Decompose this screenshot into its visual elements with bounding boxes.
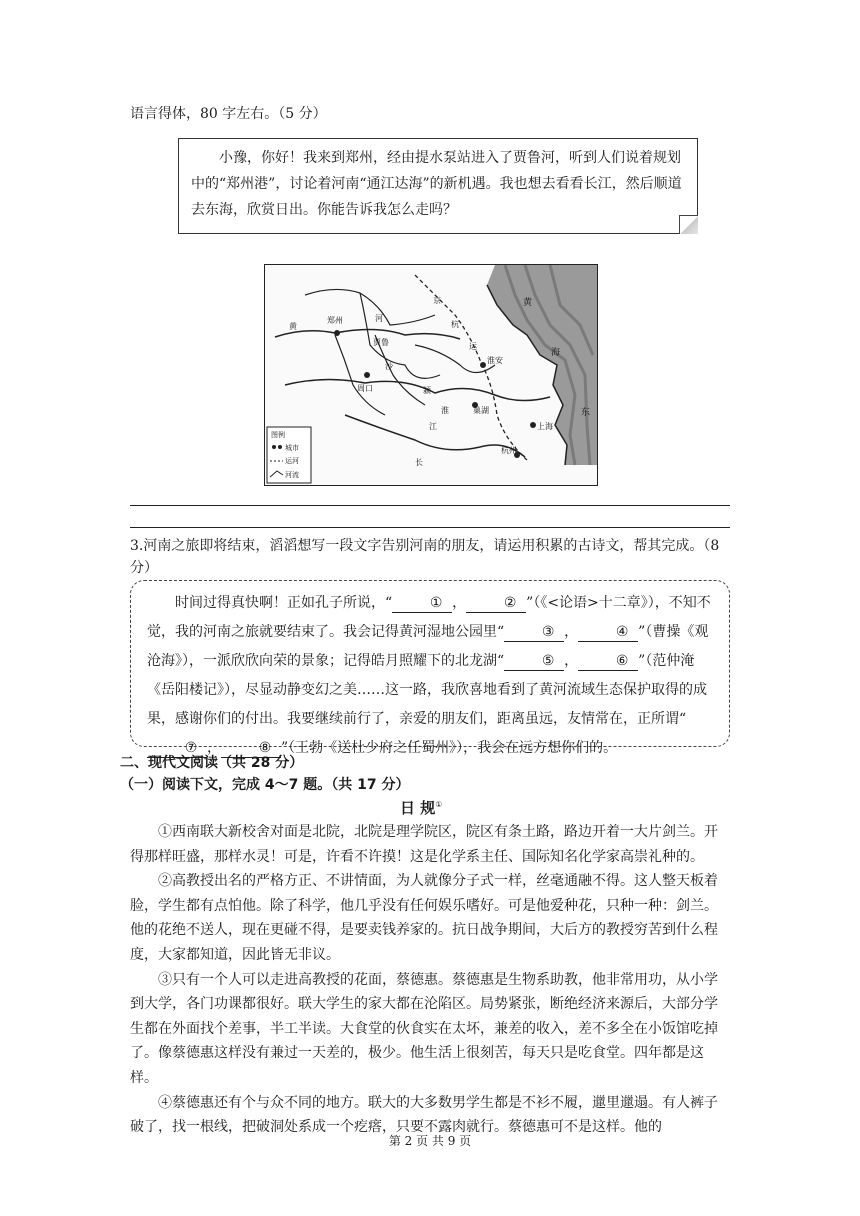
legend-river: 河流 — [285, 471, 299, 479]
section-2-heading: 二、现代文阅读（共 28 分） — [120, 755, 304, 771]
river-map — [264, 264, 598, 486]
map-label-hangzhou: 杭州 — [501, 446, 517, 455]
article-paragraph-3: ③只有一个人可以走进高教授的花面，蔡德惠。蔡德惠是生物系助教，他非常用功，从小学到大学，各门功课都很好。联大学生的家大都在沦陷区。局势紧张，断绝经济来源后，大部分学生都在外面找个差事，半工半读。大食堂的伙食实在太坏，兼差的收入，差不多全在小饭馆吃掉了。像蔡德惠这样没有兼过一天差的，极少。他生活上很刻苦，每天只是吃食堂。四年都是这样。 — [130, 971, 718, 1086]
map-label-hai: 海 — [551, 348, 561, 358]
map-label-shanghai: 上海 — [537, 422, 553, 431]
blank-5[interactable]: ⑤ — [504, 652, 564, 671]
map-label-ying: 颍 — [423, 386, 431, 395]
article-paragraph-4: ④蔡德惠还有个与众不同的地方。联大的大多数男学生都是不衫不履，邋里邋遢。有人裤子破了，找一根线，把破洞处系成一个疙瘩，只要不露肉就行。蔡德惠可不是这样。他的 — [130, 1094, 718, 1136]
map-label-huaian: 淮安 — [487, 356, 503, 365]
question-tail-text: 语言得体，80 字左右。（5 分） — [130, 106, 327, 122]
blank-3[interactable]: ③ — [504, 623, 564, 642]
legend-title: 图例 — [271, 431, 285, 439]
letter-box — [178, 138, 698, 234]
legend-city: 城市 — [285, 444, 299, 452]
map-label-huang: 黄 — [289, 322, 297, 331]
map-label-zhang: 长 — [415, 458, 423, 467]
map-label-huai: 淮 — [441, 406, 449, 415]
letter-text: 小豫，你好！我来到郑州，经由提水泵站进入了贾鲁河，听到人们说着规划中的“郑州港”，讨论着河南“通江达海”的新机遇。我也想去看看长江，然后顺道去东海，欣赏日出。你能告诉我怎么走吗？ — [191, 150, 682, 218]
blank-4[interactable]: ④ — [578, 623, 638, 642]
answer-line-2[interactable] — [130, 527, 730, 528]
map-label-jialu: 贾鲁 — [373, 338, 389, 347]
page-footer: 第 2 页 共 9 页 — [388, 1134, 472, 1148]
map-label-zhengzhou: 郑州 — [327, 316, 343, 325]
article-paragraph-1: ①西南联大新校舍对面是北院，北院是理学院区，院区有条土路，路边开着一大片剑兰。开得那样旺盛，那样水灵！可是，许看不许摸！这是化学系主任、国际知名化学家高崇礼种的。 — [130, 824, 718, 865]
blank-7[interactable]: ⑦ — [147, 739, 207, 758]
map-label-jing: 京 — [433, 296, 441, 305]
map-label-sha: 沙 — [385, 362, 393, 371]
map-label-chaohu: 巢湖 — [473, 406, 489, 415]
blank-8[interactable]: ⑧ — [221, 739, 281, 758]
subsection-1-heading: （一）阅读下文，完成 4～7 题。（共 17 分） — [120, 777, 410, 793]
article-body — [130, 820, 730, 1140]
article-title: 日 规① — [400, 799, 443, 817]
map-label-yun: 运 — [469, 342, 477, 351]
question-3-prompt: 3.河南之旅即将结束，滔滔想写一段文字告别河南的朋友，请运用积累的古诗文，帮其完成。（8 分） — [130, 538, 720, 576]
map-label-hang: 杭 — [451, 320, 459, 329]
map-label-zhoukou: 周口 — [357, 384, 373, 393]
legend-canal: 运河 — [285, 457, 299, 465]
fill-in-passage-box — [130, 580, 730, 756]
blank-6[interactable]: ⑥ — [578, 652, 638, 671]
page-curl-icon — [679, 215, 698, 234]
map-label-he: 河 — [375, 314, 383, 323]
article-paragraph-2: ②高教授出名的严格方正、不讲情面，为人就像分子式一样，丝毫通融不得。这人整天板着脸，学生都有点怕他。除了科学，他几乎没有任何娱乐嗜好。可是他爱种花，只种一种：剑兰。他的花绝不送人，现在更碰不得，是要卖钱养家的。抗日战争期间，大后方的教授穷苦到什么程度，大家都知道，因此皆无非议。 — [130, 873, 718, 963]
map-label-dong: 东 — [581, 408, 591, 418]
map-graphic — [265, 265, 597, 485]
blank-2[interactable]: ② — [466, 594, 526, 613]
answer-line-1[interactable] — [130, 505, 730, 506]
blank-1[interactable]: ① — [392, 594, 452, 613]
map-label-jiang: 江 — [429, 422, 437, 431]
fill-in-passage: 时间过得真快啊！正如孔子所说，“ ① ， ② ”（《<论语>十二章》），不知不觉，我的河南之旅就要结束了。我会记得黄河湿地公园里“ ③ ， ④ ”（曹操《观沧海》），一派欣欣向荣的景象；记得皓月照耀下的北龙湖“ ⑤ ， ⑥ ”（范仲淹《岳阳楼记》），尽显动静变幻之美……这一路，我欣喜地看到了黄河流域生态保护取得的成果，感谢你们的付出。我要继续前行了，亲爱的朋友们，距离虽远，友情常在，正所谓“⑦ ， ⑧ ”（王勃《送杜少府之任蜀州》），我会在远方想你们的。 — [147, 595, 711, 756]
map-label-huang-sea: 黄 — [523, 298, 533, 308]
